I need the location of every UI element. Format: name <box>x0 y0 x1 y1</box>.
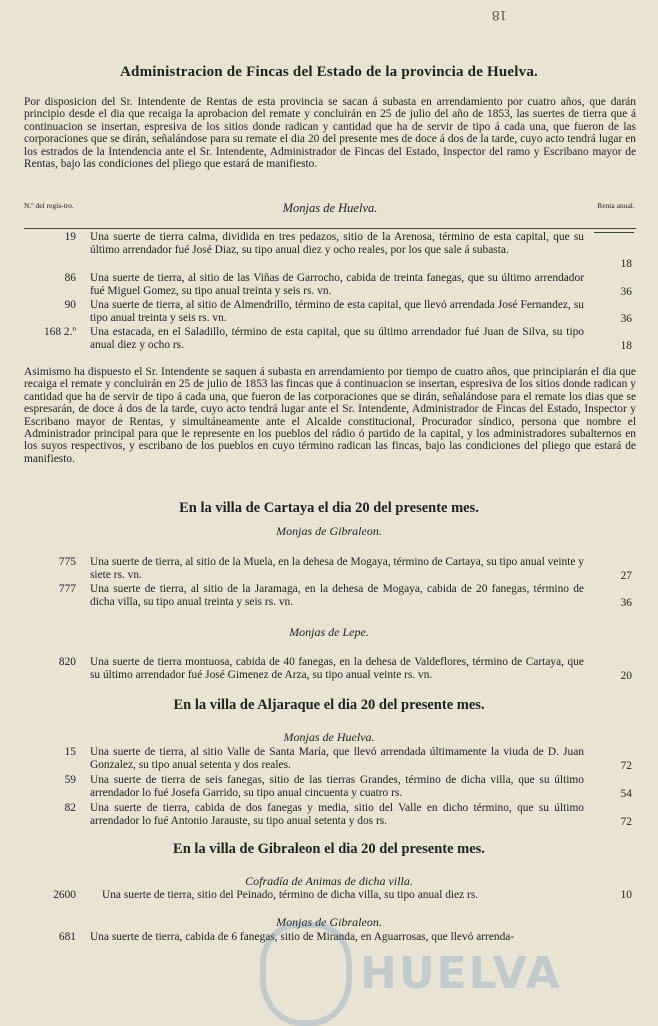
list-item <box>26 272 632 298</box>
header-renta: Renta anual. <box>597 201 635 210</box>
entry-number: 15 <box>64 746 76 758</box>
seal-icon <box>260 922 352 1026</box>
entry-text: Una suerte de tierra, cabida de dos fanegas y media, sitio del Valle en dicho término, que su último arrendador lo fué Antonio Jarauste, su tipo anual setenta y dos rs. <box>90 802 584 827</box>
list-item <box>26 299 632 325</box>
subheading-monjas-lepe: Monjas de Lepe. <box>289 625 369 639</box>
section-heading-cartaya: En la villa de Cartaya el dia 20 del presente mes. <box>179 500 479 516</box>
entry-rent: 36 <box>620 597 632 609</box>
entry-text: Una suerte de tierra, al sitio de la Muela, en la dehesa de Mogaya, término de Cartaya, su tipo anual veinte y siete rs. vn. <box>90 556 584 581</box>
entry-text: Una suerte de tierra, al sitio de las Viñas de Garrocho, cabida de treinta fanegas, que su último arrendador fué Miguel Gomez, su tipo anual treinta y seis rs. vn. <box>90 272 584 297</box>
section-heading-gibraleon: En la villa de Gibraleon el dia 20 del presente mes. <box>173 841 485 857</box>
entry-rent: 36 <box>620 286 632 298</box>
header-corporation: Monjas de Huelva. <box>282 201 378 215</box>
entry-rent: 18 <box>620 258 632 270</box>
intro-paragraph: Por disposicion del Sr. Intendente de Rentas de esta provincia se sacan á subasta en arrendamiento por cuatro años, que darán principio desde el dia que recaiga la aprobacion del remate y concluirán en 25 de julio del año de 1853, las suertes de tierra que á continuacion se insertan, espresiva de los sitios donde radican y cantidad que ha de servir de tipo á cada una, que fueron de las corporaciones que se dirán, señalándose para su remate el dia 20 del presente mes de doce á dos de la tarde, cuyo acto tendrá lugar en los estrados de la Intendencia ante el Sr. Intendente, Administrador de Fincas del Estado, Inspector del ramo y Escribano mayor de Rentas, bajo las condiciones del pliego que estará de manifiesto. <box>24 96 636 171</box>
subheading-monjas-huelva: Monjas de Huelva. <box>283 730 375 744</box>
entry-number: 19 <box>64 231 76 243</box>
list-item <box>26 746 632 772</box>
second-paragraph: Asimismo ha dispuesto el Sr. Intendente se saquen á subasta en arrendamiento por tiempo de cuatro años, que principiarán el dia que recaiga el remate y concluirán en 25 de julio de 1853 las fincas que á continuacion se insertan, espresiva de los sitios donde radican y cantidad que ha de servir de tipo á cada una, que fueron de las corporaciones que se dirán, señalándose para el remate los dias que se espresarán, de doce á dos de la tarde, cuyo acto tendrá lugar ante el Sr. Intendente, Administrador de Fincas del Estado, Inspector y Escribano mayor de Rentas, y simultáneamente ante el Alcalde constitucional, Procurador síndico, persona que nombre el Administrador principal para que le represente en los pueblos del rádio ó partido de la capital, y los administradores subalternos en los suyos respectivos, y escribano de los pueblos en cuyo término radican las fincas, bajo las condiciones del pliego que estará de manifiesto. <box>24 366 636 465</box>
entry-text: Una suerte de tierra calma, dividida en tres pedazos, sitio de la Arenosa, término de esta capital, que su último arrendador fué José Diaz, su tipo anual diez y ocho reales, por los que sale á subasta. <box>90 231 584 256</box>
entry-rent: 72 <box>620 760 632 772</box>
list-item <box>26 656 632 682</box>
table-header <box>24 201 636 225</box>
header-registro: N.º del regis-tro. <box>24 201 74 210</box>
list-item <box>26 583 632 609</box>
entry-number: 59 <box>64 774 76 786</box>
folio-number: 18 <box>492 7 507 23</box>
entry-number: 168 2.º <box>43 326 76 338</box>
entry-number: 90 <box>64 299 76 311</box>
entry-number: 681 <box>58 931 76 943</box>
entry-text: Una suerte de tierra montuosa, cabida de 40 fanegas, en la dehesa de Valdeflores, término de Cartaya, que su último arrendador fué José Gimenez de Arza, su tipo anual veinte rs. vn. <box>90 656 584 681</box>
entry-text: Una suerte de tierra, al sitio de la Jaramaga, en la dehesa de Mogaya, cabida de 20 fanegas, término de dicha villa, su tipo anual treinta y seis rs. vn. <box>90 583 584 608</box>
list-item <box>26 231 632 271</box>
entry-number: 82 <box>64 802 76 814</box>
subheading-monjas-gibraleon-2: Monjas de Gibraleon. <box>276 915 382 929</box>
entry-rent: 20 <box>620 670 632 682</box>
entry-rent: 10 <box>620 889 632 901</box>
entry-number: 2600 <box>53 889 76 901</box>
entry-number: 86 <box>64 272 76 284</box>
entry-text: Una suerte de tierra, al sitio Valle de Santa María, que llevó arrendada últimamente la viuda de D. Juan Gonzalez, su tipo anual setenta y dos reales. <box>90 746 584 771</box>
list-item <box>26 889 632 905</box>
archive-watermark <box>250 918 650 1018</box>
watermark-text: HUELVA <box>360 948 562 999</box>
entry-number: 820 <box>58 656 76 668</box>
entry-text: Una suerte de tierra, cabida de 6 fanegas, sitio de Miranda, en Aguarrosas, que llevó arrenda- <box>90 931 515 943</box>
subheading-cofradia: Cofradía de Animas de dicha villa. <box>245 874 413 888</box>
list-item <box>26 774 632 800</box>
entry-rent: 36 <box>620 313 632 325</box>
entry-number: 775 <box>58 556 76 568</box>
entry-rent: 54 <box>620 788 632 800</box>
section-heading-aljaraque: En la villa de Aljaraque el dia 20 del presente mes. <box>173 697 485 713</box>
list-item <box>26 326 632 352</box>
page-title: Administracion de Fincas del Estado de la provincia de Huelva. <box>120 64 538 80</box>
entry-text: Una suerte de tierra, sitio del Peinado, término de dicha villa, su tipo anual diez rs. <box>102 889 479 901</box>
entry-rent: 18 <box>620 340 632 352</box>
entry-text: Una suerte de tierra de seis fanegas, sitio de las tierras Grandes, término de dicha villa, que su último arrendador lo fué Josefa Garrido, su tipo anual cincuenta y cuatro rs. <box>90 774 584 799</box>
entry-rent: 27 <box>620 570 632 582</box>
entry-text: Una estacada, en el Saladillo, término de esta capital, que su último arrendador fué Juan de Silva, su tipo anual diez y ocho rs. <box>90 326 584 351</box>
entry-text: Una suerte de tierra, al sitio de Almendrillo, término de esta capital, que llevó arrendada José Fernandez, su tipo anual treinta y seis rs. vn. <box>90 299 584 324</box>
entry-rent: 72 <box>620 816 632 828</box>
entry-number: 777 <box>58 583 76 595</box>
list-item <box>26 802 632 828</box>
list-item <box>26 556 632 582</box>
subheading-monjas-gibraleon: Monjas de Gibraleon. <box>276 524 382 538</box>
header-rule <box>24 228 636 229</box>
